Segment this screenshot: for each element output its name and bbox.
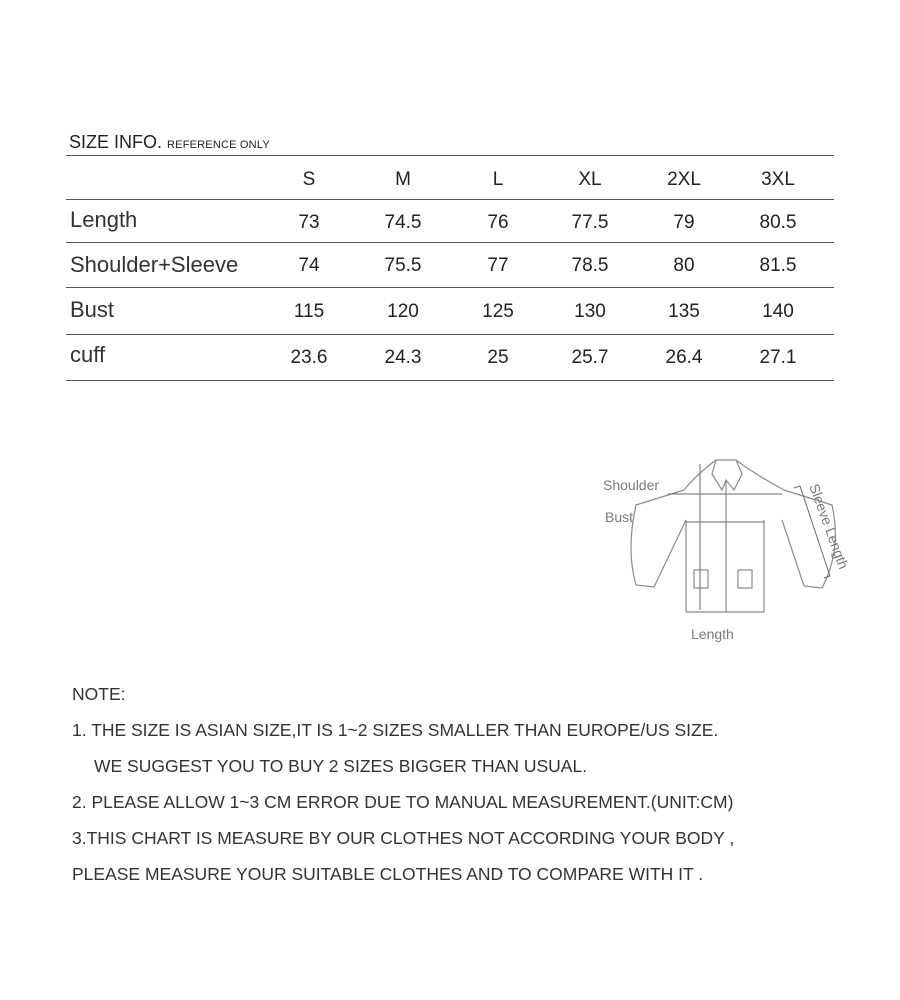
- table-cell: 24.3: [384, 347, 422, 368]
- bust-label: Bust: [605, 509, 634, 525]
- table-rule: [66, 155, 834, 156]
- note-line-3: 2. PLEASE ALLOW 1~3 CM ERROR DUE TO MANUAL MEASUREMENT.(UNIT:CM): [72, 792, 734, 812]
- table-cell: 79: [673, 212, 695, 233]
- table-cell: 74.5: [384, 212, 422, 233]
- table-cell: 140: [762, 301, 794, 322]
- row-label: cuff: [70, 342, 106, 367]
- table-cell: 120: [387, 301, 419, 322]
- table-cell: 135: [668, 301, 700, 322]
- column-header: 2XL: [667, 169, 701, 190]
- table-cell: 25.7: [571, 347, 609, 368]
- table-cell: 81.5: [759, 255, 797, 276]
- row-label: Bust: [70, 297, 115, 322]
- table-rule: [66, 334, 834, 335]
- length-label: Length: [691, 626, 734, 642]
- table-cell: 115: [293, 301, 325, 322]
- table-cell: 23.6: [290, 347, 328, 368]
- table-cell: 27.1: [759, 347, 797, 368]
- size-info-main: SIZE INFO.: [69, 132, 163, 152]
- note-line-4: 3.THIS CHART IS MEASURE BY OUR CLOTHES NOT ACCORDING YOUR BODY ,: [72, 828, 735, 848]
- table-rule: [66, 380, 834, 381]
- note-line-1: 1. THE SIZE IS ASIAN SIZE,IT IS 1~2 SIZES SMALLER THAN EUROPE/US SIZE.: [72, 720, 719, 740]
- column-header: M: [395, 169, 411, 190]
- note-heading: NOTE:: [72, 684, 126, 704]
- column-header: L: [492, 169, 504, 190]
- note-line-2: WE SUGGEST YOU TO BUY 2 SIZES BIGGER THAN USUAL.: [94, 756, 588, 776]
- reference-only-label: REFERENCE ONLY: [167, 139, 270, 151]
- table-cell: 73: [298, 212, 320, 233]
- table-rule: [66, 287, 834, 288]
- column-header: XL: [578, 169, 602, 190]
- jacket-diagram-svg: [596, 450, 866, 650]
- note-line-5: PLEASE MEASURE YOUR SUITABLE CLOTHES AND TO COMPARE WITH IT .: [72, 864, 704, 884]
- table-cell: 130: [574, 301, 606, 322]
- row-label: Length: [70, 207, 138, 232]
- table-cell: 25: [487, 347, 509, 368]
- sleeve-length-label: Sleeve Length: [806, 481, 852, 572]
- table-cell: 74: [298, 255, 320, 276]
- table-cell: 77: [487, 255, 509, 276]
- table-cell: 77.5: [571, 212, 609, 233]
- table-rule: [66, 242, 834, 243]
- table-cell: 76: [487, 212, 509, 233]
- table-cell: 26.4: [665, 347, 703, 368]
- jacket-outline: [631, 460, 835, 612]
- table-cell: 80: [673, 255, 695, 276]
- column-header: S: [302, 169, 316, 190]
- size-info-title: [69, 132, 270, 153]
- diagram-labels: [603, 477, 852, 642]
- table-cell: 80.5: [759, 212, 797, 233]
- shoulder-label: Shoulder: [603, 477, 660, 493]
- table-cell: 125: [482, 301, 514, 322]
- jacket-measurement-diagram: [596, 450, 866, 650]
- table-rule: [66, 199, 834, 200]
- table-cell: 78.5: [571, 255, 609, 276]
- table-cell: 75.5: [384, 255, 422, 276]
- row-label: Shoulder+Sleeve: [70, 252, 239, 277]
- column-header: 3XL: [761, 169, 795, 190]
